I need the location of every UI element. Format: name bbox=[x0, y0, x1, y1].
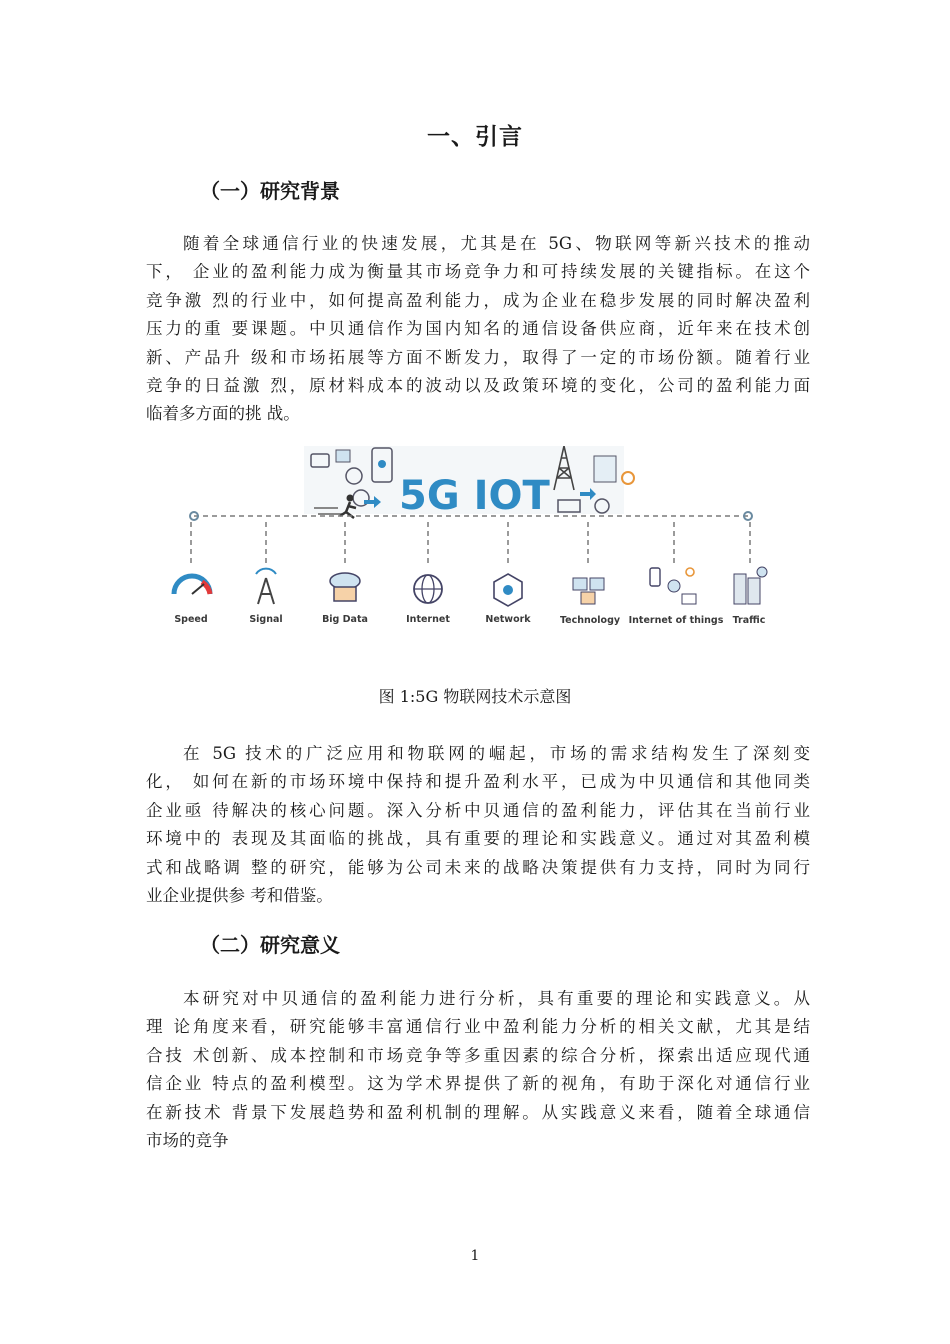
runner-icon bbox=[347, 495, 354, 502]
page-number: 1 bbox=[470, 1248, 480, 1264]
technology-icon bbox=[573, 578, 604, 604]
figure-label: Network bbox=[485, 614, 531, 625]
text-line: 临着多方面的挑 战。 bbox=[146, 404, 300, 424]
text-line: 化， 如何在新的市场环境中保持和提升盈利水平，已成为中贝通信和其他同类 bbox=[146, 772, 810, 792]
figure-label: Signal bbox=[249, 614, 283, 625]
text-line: 新、产品升 级和市场拓展等方面不断发力，取得了一定的市场份额。随着行业 bbox=[146, 347, 810, 367]
text-line: 市场的竞争 bbox=[146, 1131, 229, 1151]
figure-title: 5G IOT bbox=[399, 473, 550, 519]
text-line: 环境中的 表现及其面临的挑战，具有重要的理论和实践意义。通过对其盈利模 bbox=[146, 829, 810, 849]
big-data-icon bbox=[330, 573, 360, 601]
text-line: 理 论角度来看，研究能够丰富通信行业中盈利能力分析的相关文献，尤其是结 bbox=[146, 1017, 810, 1037]
paragraph-significance bbox=[146, 985, 810, 1155]
text-line: 竞争激 烈的行业中，如何提高盈利能力，成为企业在稳步发展的同时解决盈利 bbox=[146, 290, 810, 310]
server-icon bbox=[594, 456, 616, 482]
traffic-icon bbox=[734, 567, 767, 604]
internet-icon bbox=[414, 575, 442, 603]
figure-label: Big Data bbox=[322, 614, 368, 625]
text-line: 在新技术 背景下发展趋势和盈利机制的理解。从实践意义来看，随着全球通信 bbox=[146, 1102, 810, 1122]
paragraph-background-2 bbox=[146, 740, 810, 910]
text-line: 式和战略调 整的研究，能够为公司未来的战略决策提供有力支持，同时为同行 bbox=[146, 857, 810, 877]
text-line: 企业亟 待解决的核心问题。深入分析中贝通信的盈利能力，评估其在当前行业 bbox=[146, 800, 810, 820]
text-line: 随着全球通信行业的快速发展，尤其是在 5G、物联网等新兴技术的推动 bbox=[183, 234, 810, 253]
figure-label: Technology bbox=[559, 615, 621, 626]
text-line: 本研究对中贝通信的盈利能力进行分析，具有重要的理论和实践意义。从 bbox=[183, 989, 810, 1008]
phone-dot-icon bbox=[378, 460, 386, 468]
figure-label: Internet bbox=[406, 614, 450, 625]
text-line: 信企业 特点的盈利模型。这为学术界提供了新的视角，有助于深化对通信行业 bbox=[146, 1074, 810, 1094]
text-line: 业企业提供参 考和借鉴。 bbox=[146, 886, 333, 906]
figure-5g-iot bbox=[166, 446, 786, 636]
section-title-significance: （二）研究意义 bbox=[200, 933, 340, 957]
chapter-heading: 一、引言 bbox=[427, 124, 523, 150]
figure-label: Speed bbox=[174, 614, 208, 625]
speed-icon bbox=[174, 576, 210, 594]
text-line: 压力的重 要课题。中贝通信作为国内知名的通信设备供应商，近年来在技术创 bbox=[146, 319, 810, 339]
signal-icon bbox=[256, 569, 276, 604]
figure-label: Internet of things bbox=[628, 615, 724, 626]
screen-icon bbox=[336, 450, 350, 462]
network-icon bbox=[494, 574, 522, 606]
text-line: 合技 术创新、成本控制和市场竞争等多重因素的综合分析，探索出适应现代通 bbox=[146, 1045, 810, 1065]
section-title-background: （一）研究背景 bbox=[200, 179, 340, 203]
text-line: 下， 企业的盈利能力成为衡量其市场竞争力和可持续发展的关键指标。在这个 bbox=[146, 262, 810, 282]
paragraph-background bbox=[146, 230, 810, 429]
figure-label: Traffic bbox=[732, 615, 766, 626]
internet-of-things-icon bbox=[650, 568, 696, 604]
figure-caption: 图 1:5G 物联网技术示意图 bbox=[378, 687, 572, 706]
text-line: 竞争的日益激 烈，原材料成本的波动以及政策环境的变化，公司的盈利能力面 bbox=[146, 376, 810, 396]
text-line: 在 5G 技术的广泛应用和物联网的崛起，市场的需求结构发生了深刻变 bbox=[183, 744, 810, 763]
